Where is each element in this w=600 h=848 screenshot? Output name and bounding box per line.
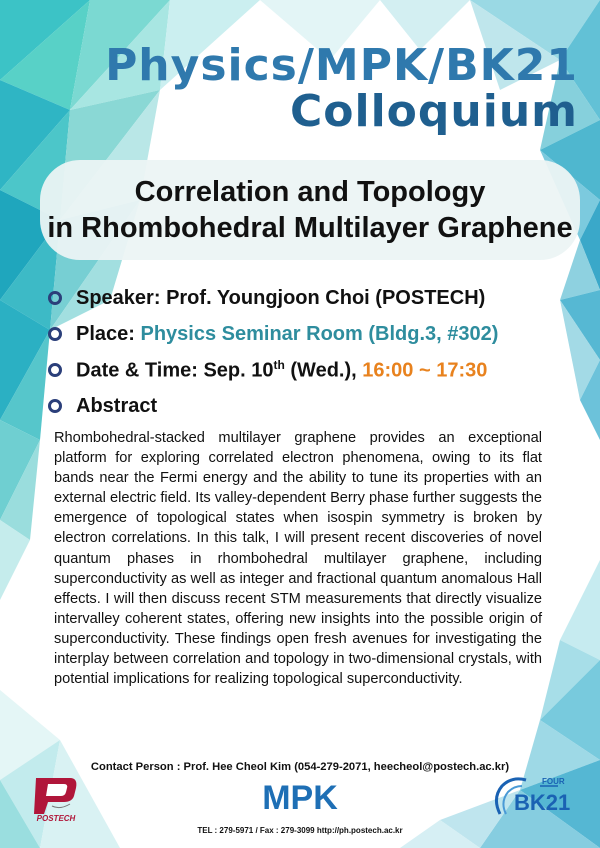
postech-caption: POSTECH	[36, 814, 76, 823]
datetime-label: Date & Time:	[76, 359, 198, 382]
time-separator: ~	[418, 359, 431, 382]
circle-bullet-icon	[48, 363, 62, 377]
talk-info-list	[48, 280, 588, 424]
talk-title-line-2: in Rhombohedral Multilayer Graphene	[47, 212, 573, 244]
bk21-four-logo-icon	[492, 774, 571, 820]
date-value: Sep. 10	[203, 359, 274, 382]
speaker-label: Speaker:	[76, 286, 161, 309]
bk21-text: BK21	[514, 790, 571, 815]
speaker-row	[48, 280, 588, 316]
postech-logo-icon	[30, 772, 82, 816]
abstract-heading: Abstract	[76, 394, 158, 417]
mpk-logo-icon	[258, 779, 342, 815]
datetime-row	[48, 352, 588, 388]
time-end: 17:30	[436, 359, 488, 382]
date-weekday: (Wed.),	[290, 359, 357, 382]
talk-title-box	[40, 160, 580, 260]
circle-bullet-icon	[48, 327, 62, 341]
title-line-2: Colloquium	[290, 86, 578, 137]
mpk-logo-text: MPK	[262, 779, 338, 817]
place-row	[48, 316, 588, 352]
date-suffix: th	[273, 357, 285, 372]
circle-bullet-icon	[48, 399, 62, 413]
abstract-row	[48, 388, 588, 424]
place-label: Place:	[76, 322, 135, 345]
footer-contact: TEL : 279-5971 / Fax : 279-3099 http://ph.postech.ac.kr	[197, 826, 403, 835]
contact-person: Contact Person : Prof. Hee Cheol Kim (054-279-2071, heecheol@postech.ac.kr)	[90, 761, 510, 773]
time-start: 16:00	[362, 359, 414, 382]
abstract-text: Rhombohedral-stacked multilayer graphene provides an exceptional platform for exploring correlated electron phenomena, owing to its flat bands near the Fermi energy and the ability to tune its properties with an external electric field. Its valley-dependent Berry phase further suggests the emergence of topological states when isospin symmetry is broken by electron correlations. In this talk, I will present recent discoveries of novel quantum phases in rhombohedral multilayer graphene, including superconductivity as well as integer and fractional quantum anomalous Hall effects. I will then discuss recent STM measurements that directly visualize intervalley coherent states, offering new insights into the possible origin of superconductivity. These findings open fresh avenues for investigating the interplay between correlation and topology in two-dimensional crystals, with potential implications for realizing topological superconductivity.	[54, 430, 542, 688]
colloquium-title	[0, 40, 600, 137]
title-line-1: Physics/MPK/BK21	[105, 40, 578, 91]
talk-title-line-1: Correlation and Topology	[134, 176, 486, 208]
bk-four-text: FOUR	[542, 777, 565, 786]
place-value: Physics Seminar Room (Bldg.3, #302)	[140, 322, 499, 345]
circle-bullet-icon	[48, 291, 62, 305]
speaker-value: Prof. Youngjoon Choi (POSTECH)	[166, 286, 486, 309]
